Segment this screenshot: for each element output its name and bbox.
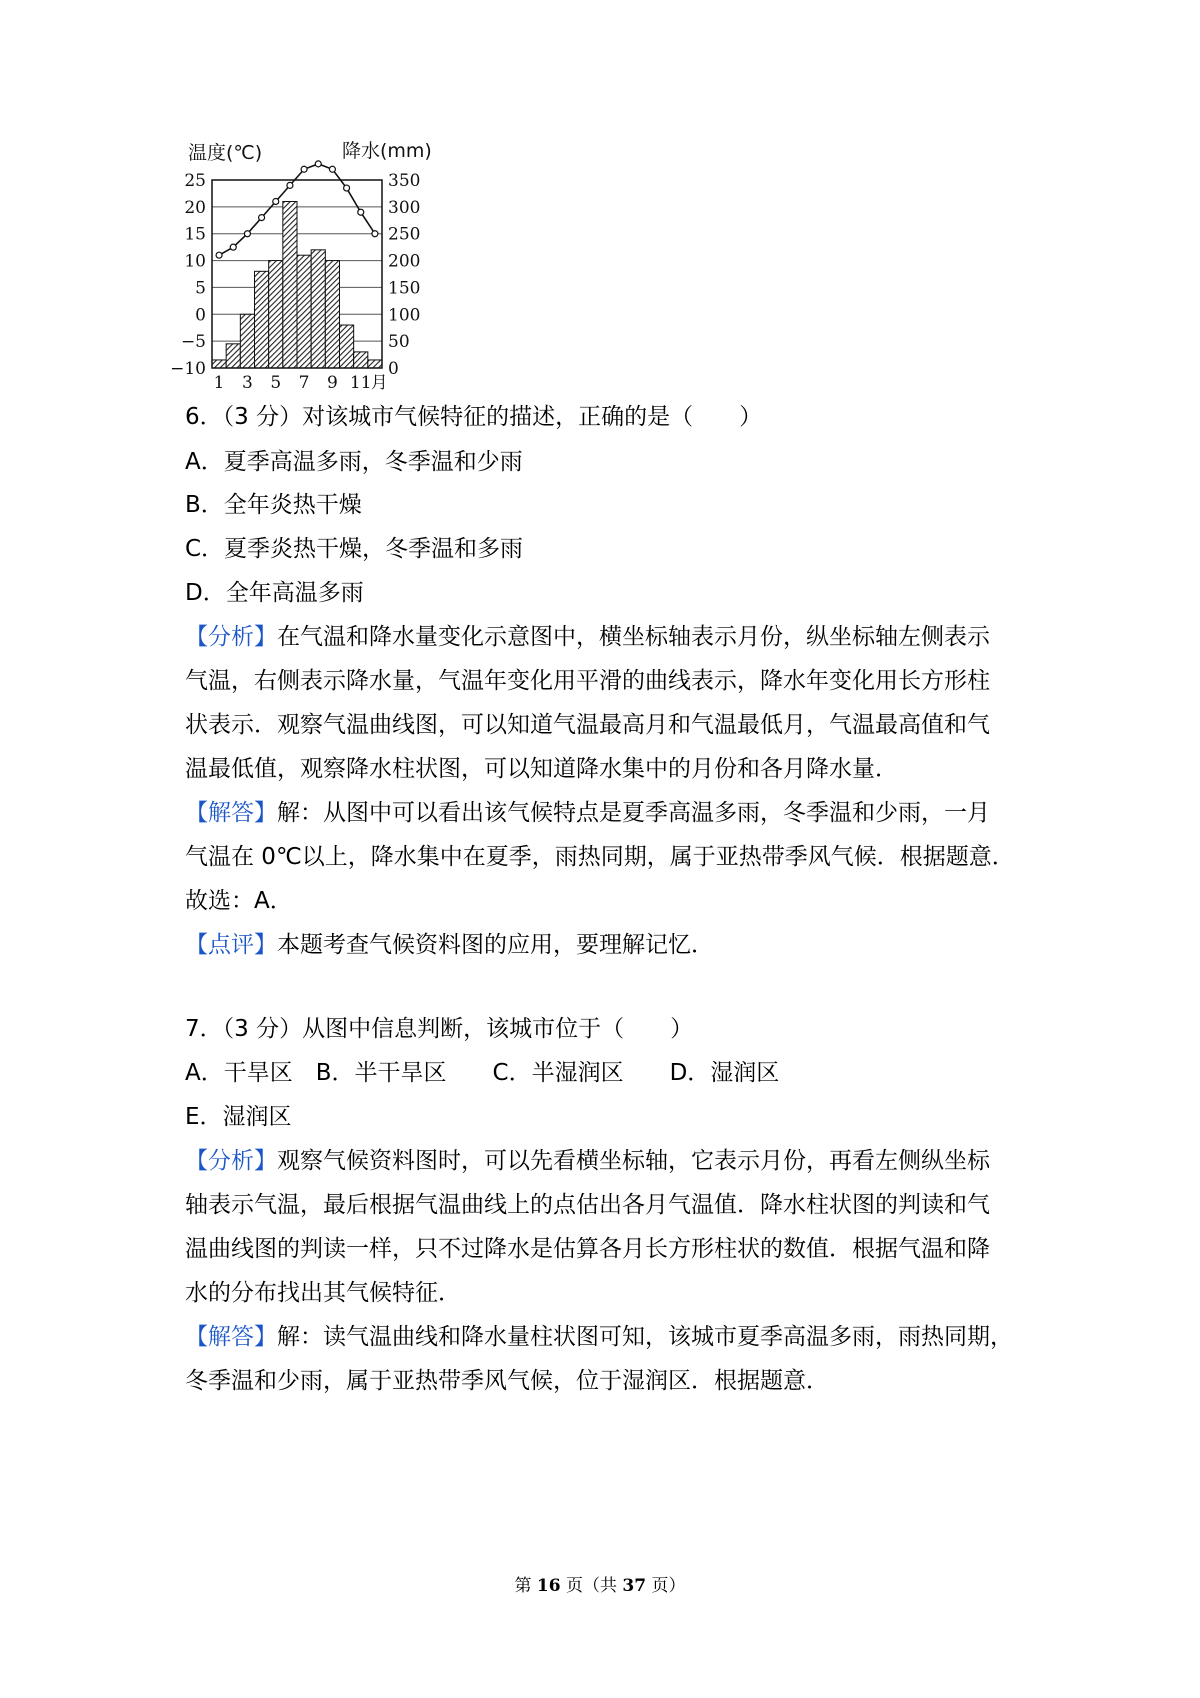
left-tick-label: 10 [184,251,206,272]
page-footer: 第 16 页（共 37 页） [514,1576,686,1596]
answer-tag: 【解答】 [185,1324,277,1350]
precip-bar [212,360,226,368]
right-tick-label: 50 [388,332,410,353]
precip-bar [269,261,283,368]
q6-option-c: C．夏季炎热干燥，冬季温和多雨 [185,536,524,562]
x-tick-label: 1 [213,373,225,393]
q6-option-a: A．夏季高温多雨，冬季温和少雨 [185,449,523,475]
precip-bar [297,255,311,368]
temperature-point [273,198,279,204]
comment-tag: 【点评】 [185,932,277,958]
temperature-point [301,166,307,172]
left-tick-label: 15 [184,224,206,245]
x-tick-label: 3 [242,373,253,393]
q7-options-row: A．干旱区 B．半干旱区 C．半湿润区 D．湿润区 [185,1060,780,1086]
precip-bar [354,352,368,368]
temperature-point [259,215,265,221]
q6-answer-line: 气温在 0℃以上，降水集中在夏季，雨热同期，属于亚热带季风气候．根据题意． [185,844,1015,870]
left-tick-label: −10 [170,359,206,379]
comment-text: 本题考查气候资料图的应用，要理解记忆． [277,932,714,958]
left-tick-label: 5 [195,278,206,299]
analysis-text: 在气温和降水量变化示意图中，横坐标轴表示月份，纵坐标轴左侧表示 [277,624,990,650]
right-tick-label: 0 [388,359,399,379]
precip-bar [325,261,339,368]
x-tick-label: 7 [298,373,310,393]
left-tick-label: 25 [184,171,206,191]
q7-analysis-line: 温曲线图的判读一样，只不过降水是估算各月长方形柱状的数值．根据气温和降 [185,1236,990,1262]
x-tick-label: 11 [349,373,372,393]
q7-analysis-line: 水的分布找出其气候特征． [185,1280,461,1306]
right-axis-label: 降水(mm) [342,140,432,162]
temperature-point [329,166,335,172]
precip-bar [340,325,354,368]
temperature-point [244,231,250,237]
answer-tag: 【解答】 [185,800,277,826]
q6-analysis-line: 状表示．观察气温曲线图，可以知道气温最高月和气温最低月，气温最高值和气 [185,712,990,738]
q7-answer-line [185,1326,1013,1349]
q6-analysis-line [185,626,990,649]
right-tick-label: 150 [388,278,421,299]
q7-answer-line: 冬季温和少雨，属于亚热带季风气候，位于湿润区．根据题意． [185,1368,829,1394]
temperature-point [372,231,378,237]
x-tick-label: 5 [270,373,282,393]
right-tick-label: 350 [388,171,421,191]
q7-analysis-line [185,1150,990,1173]
precip-bar [226,344,240,368]
analysis-tag: 【分析】 [185,624,277,650]
q6-answer-line [185,802,990,825]
left-tick-label: 20 [184,197,206,218]
temperature-point [358,209,364,215]
right-tick-label: 250 [388,224,421,245]
q7-analysis-line: 轴表示气温，最后根据气温曲线上的点估出各月气温值．降水柱状图的判读和气 [185,1192,990,1218]
x-unit-label: 月 [370,373,388,393]
plot-area [170,161,420,393]
precip-bar [311,250,325,368]
precip-bar [255,271,269,368]
q6-analysis-line: 气温，右侧表示降水量，气温年变化用平滑的曲线表示，降水年变化用长方形柱 [185,668,990,694]
temperature-point [344,185,350,191]
left-axis-label: 温度(℃) [188,142,263,164]
right-tick-label: 300 [388,197,421,218]
answer-text: 解：从图中可以看出该气候特点是夏季高温多雨，冬季温和少雨，一月 [277,800,990,826]
q6-stem: 6．（3 分）对该城市气候特征的描述，正确的是（ ） [185,404,763,430]
page-number: 16 [536,1576,561,1596]
left-tick-label: 0 [195,305,206,326]
q6-answer-line: 故选：A． [185,888,293,914]
analysis-tag: 【分析】 [185,1148,277,1174]
q6-analysis-line: 温最低值，观察降水柱状图，可以知道降水集中的月份和各月降水量． [185,756,898,782]
total-pages: 37 [622,1576,647,1596]
temperature-point [230,244,236,250]
q7-stem: 7．（3 分）从图中信息判断，该城市位于（ ） [185,1016,694,1042]
temperature-point [287,182,293,188]
right-tick-label: 200 [388,251,421,272]
temperature-point [216,252,222,258]
q7-option-e: E．湿润区 [185,1104,292,1130]
precip-bar [240,314,254,368]
precip-bar [283,201,297,368]
right-tick-label: 100 [388,305,421,326]
x-tick-label: 9 [327,373,338,393]
q6-comment-line [185,934,714,957]
q6-option-d: D．全年高温多雨 [185,580,364,606]
temperature-point [315,161,321,167]
climate-chart [170,140,460,405]
left-tick-label: −5 [180,332,206,353]
q6-option-b: B．全年炎热干燥 [185,492,362,518]
analysis-text: 观察气候资料图时，可以先看横坐标轴，它表示月份，再看左侧纵坐标 [277,1148,990,1174]
precip-bar [368,360,382,368]
answer-text: 解：读气温曲线和降水量柱状图可知，该城市夏季高温多雨，雨热同期， [277,1324,1013,1350]
